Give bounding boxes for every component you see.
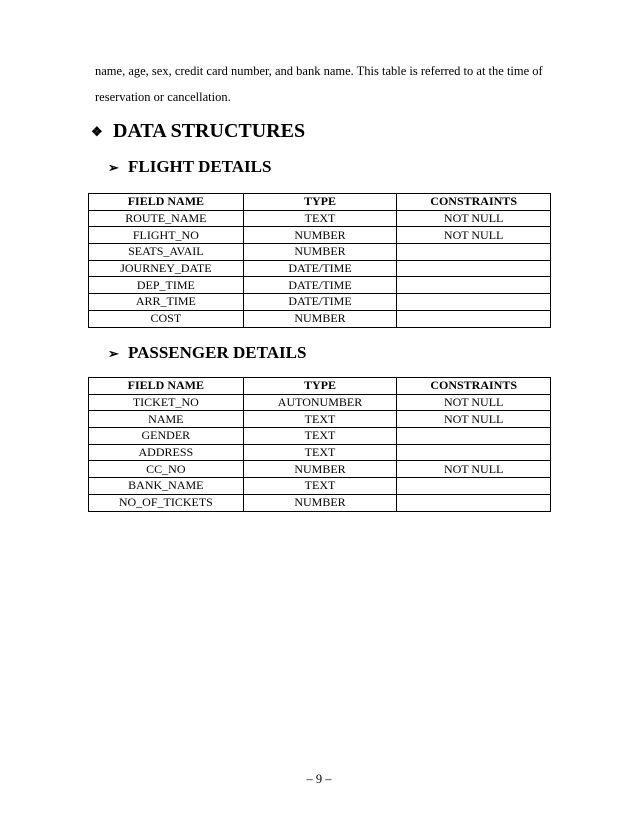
header-type: TYPE (243, 378, 397, 395)
passenger-details-table (88, 377, 551, 512)
cell-field-name: NAME (89, 411, 244, 428)
flight-details-heading (108, 157, 271, 177)
arrow-bullet-icon: ➢ (108, 346, 119, 362)
table-header-row (89, 194, 551, 211)
header-field-name: FIELD NAME (89, 194, 244, 211)
header-type: TYPE (243, 194, 397, 211)
cell-field-name: COST (89, 310, 244, 327)
cell-field-name: CC_NO (89, 461, 244, 478)
cell-type: AUTONUMBER (243, 394, 397, 411)
intro-line-2: reservation or cancellation. (95, 90, 231, 104)
cell-field-name: ADDRESS (89, 444, 244, 461)
cell-field-name: TICKET_NO (89, 394, 244, 411)
table-row (89, 244, 551, 261)
passenger-details-heading (108, 343, 306, 363)
section-title-text: DATA STRUCTURES (113, 120, 306, 142)
cell-field-name: DEP_TIME (89, 277, 244, 294)
cell-type: TEXT (243, 428, 397, 445)
cell-type: NUMBER (243, 494, 397, 511)
table-row (89, 294, 551, 311)
cell-type: TEXT (243, 444, 397, 461)
table-row (89, 444, 551, 461)
cell-constraints: NOT NULL (397, 411, 551, 428)
cell-constraints (397, 310, 551, 327)
header-constraints: CONSTRAINTS (397, 378, 551, 395)
table-row (89, 461, 551, 478)
cell-field-name: ARR_TIME (89, 294, 244, 311)
cell-field-name: ROUTE_NAME (89, 210, 244, 227)
passenger-details-title: PASSENGER DETAILS (128, 343, 307, 362)
cell-field-name: NO_OF_TICKETS (89, 494, 244, 511)
header-constraints: CONSTRAINTS (397, 194, 551, 211)
cell-type: DATE/TIME (243, 294, 397, 311)
cell-constraints (397, 294, 551, 311)
table-row (89, 210, 551, 227)
cell-constraints (397, 244, 551, 261)
cell-type: TEXT (243, 210, 397, 227)
table-row (89, 428, 551, 445)
cell-field-name: JOURNEY_DATE (89, 260, 244, 277)
table-row (89, 394, 551, 411)
page-number: – 9 – (306, 772, 332, 786)
table-row (89, 478, 551, 495)
cell-constraints: NOT NULL (397, 210, 551, 227)
cell-constraints (397, 260, 551, 277)
table-row (89, 277, 551, 294)
cell-type: NUMBER (243, 227, 397, 244)
cell-type: NUMBER (243, 244, 397, 261)
table-row (89, 494, 551, 511)
table-header-row (89, 378, 551, 395)
cell-field-name: GENDER (89, 428, 244, 445)
intro-line-1: name, age, sex, credit card number, and bank name. This table is referred to at the time of (95, 64, 543, 78)
cell-type: NUMBER (243, 310, 397, 327)
flight-details-table (88, 193, 551, 328)
cell-field-name: FLIGHT_NO (89, 227, 244, 244)
cell-type: TEXT (243, 411, 397, 428)
cell-constraints (397, 428, 551, 445)
cell-constraints (397, 478, 551, 495)
table-row (89, 260, 551, 277)
cell-type: DATE/TIME (243, 260, 397, 277)
table-row (89, 310, 551, 327)
cell-constraints (397, 494, 551, 511)
header-field-name: FIELD NAME (89, 378, 244, 395)
cell-constraints (397, 277, 551, 294)
table-row (89, 411, 551, 428)
diamond-bullet-icon: ❖ (91, 124, 103, 140)
section-title (91, 120, 305, 143)
cell-type: DATE/TIME (243, 277, 397, 294)
cell-constraints: NOT NULL (397, 227, 551, 244)
cell-type: TEXT (243, 478, 397, 495)
table-row (89, 227, 551, 244)
intro-paragraph (95, 58, 555, 110)
cell-type: NUMBER (243, 461, 397, 478)
cell-constraints: NOT NULL (397, 461, 551, 478)
cell-field-name: SEATS_AVAIL (89, 244, 244, 261)
arrow-bullet-icon: ➢ (108, 160, 119, 176)
cell-field-name: BANK_NAME (89, 478, 244, 495)
flight-details-title: FLIGHT DETAILS (128, 157, 272, 176)
cell-constraints: NOT NULL (397, 394, 551, 411)
cell-constraints (397, 444, 551, 461)
